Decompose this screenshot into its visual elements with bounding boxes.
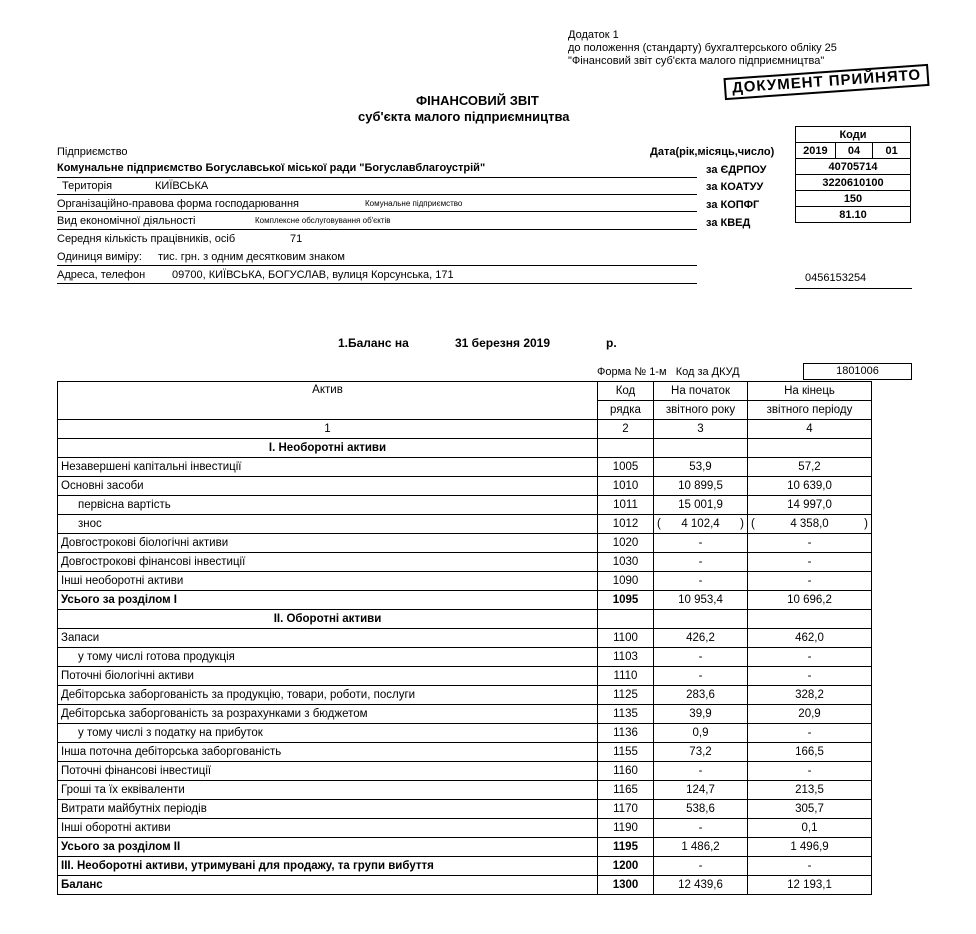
col-end-header-2: звітного періоду (748, 401, 872, 420)
row-code: 1125 (598, 686, 654, 705)
row-name: Баланс (58, 876, 598, 895)
column-number-row (58, 420, 872, 439)
row-start-value: - (654, 667, 748, 686)
table-row (58, 648, 872, 667)
paren-right: ) (864, 517, 868, 530)
row-name: Усього за розділом II (58, 838, 598, 857)
form-label: Форма № 1-м Код за ДКУД (597, 366, 740, 378)
paren-left: ( (751, 517, 755, 530)
row-start-value: - (654, 534, 748, 553)
section-empty-cell (598, 439, 654, 458)
col-code-header-2: рядка (598, 401, 654, 420)
col-code-header-1: Код (598, 382, 654, 401)
row-name: Довгострокові біологічні активи (58, 534, 598, 553)
row-end-value: - (748, 534, 872, 553)
table-row (58, 629, 872, 648)
report-title: ФІНАНСОВИЙ ЗВІТ (416, 93, 539, 108)
table-row (58, 553, 872, 572)
row-start-value: 0,9 (654, 724, 748, 743)
row-start-value: - (654, 648, 748, 667)
section-empty-cell (598, 610, 654, 629)
row-end-value (748, 515, 872, 534)
table-row (58, 724, 872, 743)
row-code: 1095 (598, 591, 654, 610)
table-row (58, 762, 872, 781)
date-day: 01 (873, 143, 911, 159)
unit-value: тис. грн. з одним десятковим знаком (158, 251, 345, 263)
negative-value-wrap (751, 516, 868, 533)
koatuu-label: за КОАТУУ (706, 181, 764, 193)
value: 4 102,4 (681, 517, 720, 530)
row-name: III. Необоротні активи, утримувані для продажу, та групи вибуття (58, 857, 598, 876)
section-row-noncurrent (58, 439, 872, 458)
row-name: Інші необоротні активи (58, 572, 598, 591)
address-label: Адреса, телефон (57, 269, 146, 281)
row-end-value: 10 696,2 (748, 591, 872, 610)
row-end-value: 1 496,9 (748, 838, 872, 857)
row-code: 1110 (598, 667, 654, 686)
table-row (58, 781, 872, 800)
row-code: 1300 (598, 876, 654, 895)
col-start-header-1: На початок (654, 382, 748, 401)
row-name: первісна вартість (58, 496, 598, 515)
employees-label: Середня кількість працівників, осіб (57, 233, 236, 245)
code-kved: 81.10 (796, 207, 911, 223)
row-name: знос (58, 515, 598, 534)
col-start-header-2: звітного року (654, 401, 748, 420)
col-num-2: 2 (598, 420, 654, 439)
balance-title-suffix: р. (606, 336, 617, 350)
table-row (58, 667, 872, 686)
territory-value: КИЇВСЬКА (155, 180, 209, 192)
row-code: 1012 (598, 515, 654, 534)
row-code: 1195 (598, 838, 654, 857)
org-form-label: Організаційно-правова форма господарювання (57, 198, 299, 210)
row-start-value: 73,2 (654, 743, 748, 762)
row-name: Інша поточна дебіторська заборгованість (58, 743, 598, 762)
row-start-value: 426,2 (654, 629, 748, 648)
row-code: 1010 (598, 477, 654, 496)
table-row (58, 515, 872, 534)
row-code: 1170 (598, 800, 654, 819)
code-kopfg: 150 (796, 191, 911, 207)
row-start-value: 15 001,9 (654, 496, 748, 515)
row-start-value: - (654, 762, 748, 781)
row-end-value: - (748, 762, 872, 781)
row-name: у тому числі з податку на прибуток (58, 724, 598, 743)
row-end-value: - (748, 857, 872, 876)
code-edrpou: 40705714 (796, 159, 911, 175)
row-name: Поточні фінансові інвестиції (58, 762, 598, 781)
table-row (58, 857, 872, 876)
row-start-value: 39,9 (654, 705, 748, 724)
row-start-value (654, 515, 748, 534)
row-code: 1200 (598, 857, 654, 876)
employees-value: 71 (290, 233, 303, 245)
code-koatuu: 3220610100 (796, 175, 911, 191)
org-form-value: Комунальне підприємство (365, 199, 463, 208)
row-code: 1005 (598, 458, 654, 477)
territory-label: Територія (62, 180, 113, 192)
table-row (58, 458, 872, 477)
row-end-value: 12 193,1 (748, 876, 872, 895)
section-empty-cell (748, 439, 872, 458)
row-end-value: 14 997,0 (748, 496, 872, 515)
table-row (58, 838, 872, 857)
table-row (58, 819, 872, 838)
section-empty-cell (654, 610, 748, 629)
table-row (58, 800, 872, 819)
row-end-value: 0,1 (748, 819, 872, 838)
row-end-value: - (748, 648, 872, 667)
balance-title-prefix: 1.Баланс на (338, 336, 409, 350)
table-row (58, 477, 872, 496)
value: 4 358,0 (790, 517, 829, 530)
row-start-value: 124,7 (654, 781, 748, 800)
table-row (58, 534, 872, 553)
col-num-3: 3 (654, 420, 748, 439)
table-row (58, 876, 872, 895)
col-end-header-1: На кінець (748, 382, 872, 401)
section-title: І. Необоротні активи (58, 439, 598, 458)
activity-label: Вид економічної діяльності (57, 215, 196, 227)
row-code: 1165 (598, 781, 654, 800)
row-end-value: 328,2 (748, 686, 872, 705)
col-asset-header: Актив (58, 382, 598, 420)
annex-line-3: "Фінансовий звіт суб'єкта малого підприємництва" (568, 55, 825, 67)
row-code: 1136 (598, 724, 654, 743)
table-row (58, 591, 872, 610)
date-month: 04 (835, 143, 873, 159)
enterprise-name: Комунальне підприємство Богуславської міської ради "Богуславблагоустрій" (57, 162, 486, 174)
unit-label: Одиниця виміру: (57, 251, 142, 263)
table-row (58, 743, 872, 762)
row-end-value: 10 639,0 (748, 477, 872, 496)
negative-value-wrap (657, 516, 744, 533)
paren-left: ( (657, 517, 661, 530)
row-name: у тому числі готова продукція (58, 648, 598, 667)
row-start-value: - (654, 553, 748, 572)
table-header-row (58, 382, 872, 401)
row-start-value: 12 439,6 (654, 876, 748, 895)
row-code: 1020 (598, 534, 654, 553)
paren-right: ) (740, 517, 744, 530)
row-end-value: 166,5 (748, 743, 872, 762)
row-name: Поточні біологічні активи (58, 667, 598, 686)
activity-value: Комплексне обслуговування об'єктів (255, 216, 391, 225)
row-code: 1103 (598, 648, 654, 667)
row-code: 1011 (598, 496, 654, 515)
row-name: Незавершені капітальні інвестиції (58, 458, 598, 477)
accepted-stamp: ДОКУМЕНТ ПРИЙНЯТО (723, 64, 929, 100)
kved-label: за КВЕД (706, 217, 751, 229)
col-num-1: 1 (58, 420, 598, 439)
row-end-value: 20,9 (748, 705, 872, 724)
row-start-value: - (654, 572, 748, 591)
row-end-value: 213,5 (748, 781, 872, 800)
row-name: Дебіторська заборгованість за розрахунками з бюджетом (58, 705, 598, 724)
row-end-value: - (748, 553, 872, 572)
section-title: ІІ. Оборотні активи (58, 610, 598, 629)
section-empty-cell (654, 439, 748, 458)
row-end-value: 305,7 (748, 800, 872, 819)
row-code: 1100 (598, 629, 654, 648)
annex-note (568, 29, 837, 68)
row-start-value: 538,6 (654, 800, 748, 819)
edrpou-label: за ЄДРПОУ (706, 164, 767, 176)
annex-line-2: до положення (стандарту) бухгалтерського обліку 25 (568, 42, 837, 54)
kopfg-label: за КОПФГ (706, 199, 760, 211)
section-empty-cell (748, 610, 872, 629)
row-name: Основні засоби (58, 477, 598, 496)
enterprise-label: Підприємство (57, 146, 128, 158)
table-row (58, 686, 872, 705)
row-code: 1190 (598, 819, 654, 838)
row-end-value: 57,2 (748, 458, 872, 477)
annex-line-1: Додаток 1 (568, 29, 619, 41)
form-code: 1801006 (803, 363, 912, 380)
row-name: Усього за розділом I (58, 591, 598, 610)
row-name: Інші оборотні активи (58, 819, 598, 838)
row-code: 1155 (598, 743, 654, 762)
codes-table (795, 126, 911, 223)
balance-table (57, 381, 872, 895)
row-end-value: - (748, 572, 872, 591)
table-row (58, 496, 872, 515)
row-start-value: 1 486,2 (654, 838, 748, 857)
row-code: 1135 (598, 705, 654, 724)
row-start-value: 10 953,4 (654, 591, 748, 610)
date-year: 2019 (796, 143, 836, 159)
row-code: 1160 (598, 762, 654, 781)
row-start-value: 10 899,5 (654, 477, 748, 496)
row-name: Дебіторська заборгованість за продукцію, товари, роботи, послуги (58, 686, 598, 705)
section-row-current (58, 610, 872, 629)
table-row (58, 572, 872, 591)
balance-title-date: 31 березня 2019 (455, 336, 551, 350)
date-label: Дата(рік,місяць,число) (650, 146, 775, 158)
row-code: 1030 (598, 553, 654, 572)
col-num-4: 4 (748, 420, 872, 439)
phone-value: 0456153254 (805, 272, 867, 284)
row-name: Запаси (58, 629, 598, 648)
row-start-value: - (654, 819, 748, 838)
row-start-value: - (654, 857, 748, 876)
row-name: Витрати майбутніх періодів (58, 800, 598, 819)
row-name: Довгострокові фінансові інвестиції (58, 553, 598, 572)
row-end-value: 462,0 (748, 629, 872, 648)
address-value: 09700, КИЇВСЬКА, БОГУСЛАВ, вулиця Корсунська, 171 (172, 269, 454, 281)
row-start-value: 53,9 (654, 458, 748, 477)
table-row (58, 705, 872, 724)
row-end-value: - (748, 667, 872, 686)
row-end-value: - (748, 724, 872, 743)
row-name: Гроші та їх еквіваленти (58, 781, 598, 800)
codes-header: Коди (796, 127, 911, 143)
report-subtitle: суб'єкта малого підприємництва (358, 109, 570, 124)
row-code: 1090 (598, 572, 654, 591)
row-start-value: 283,6 (654, 686, 748, 705)
